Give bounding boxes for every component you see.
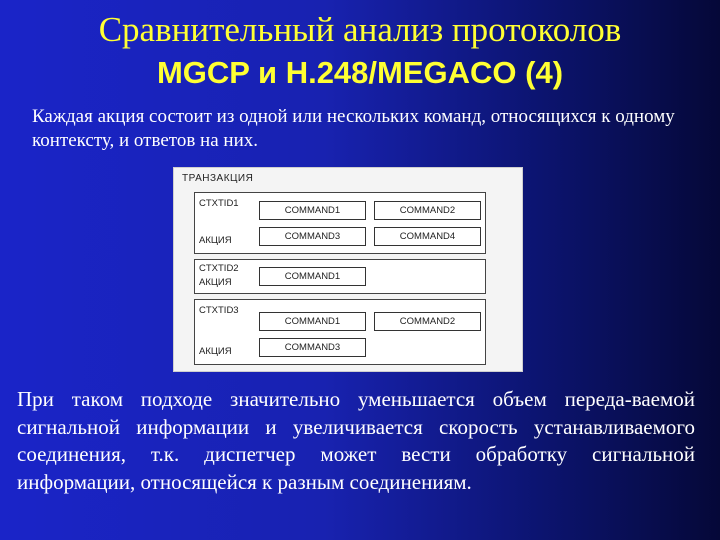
action-label: АКЦИЯ: [199, 346, 232, 357]
intro-text: Каждая акция состоит из одной или нескольких команд, относящихся к одному контексту, и ответов на них.: [32, 106, 675, 151]
title-line-2: MGCP и H.248/MEGACO (4): [156, 55, 564, 90]
context-id-label: CTXTID2: [199, 263, 239, 274]
transaction-label: ТРАНЗАКЦИЯ: [182, 173, 254, 184]
command-box: COMMAND1: [259, 312, 366, 331]
command-box: COMMAND4: [374, 227, 481, 246]
slide-title: [0, 8, 720, 94]
action-label: АКЦИЯ: [199, 277, 232, 288]
action-label: АКЦИЯ: [199, 235, 232, 246]
command-box: COMMAND1: [259, 267, 366, 286]
command-box: COMMAND3: [259, 227, 366, 246]
command-box: COMMAND2: [374, 201, 481, 220]
transaction-diagram: [173, 167, 523, 372]
action-group-3: [194, 299, 486, 365]
command-box: COMMAND1: [259, 201, 366, 220]
action-group-2: [194, 259, 486, 294]
body-paragraph: При таком подходе значительно уменьшается объем переда-ваемой сигнальной информации и увеличивается скорость устанавливаемого соединения, т.к. диспетчер может вести обработку сигнальной информации, относящейся к разным соединениям.: [17, 387, 695, 494]
command-box: COMMAND2: [374, 312, 481, 331]
action-group-1: [194, 192, 486, 254]
context-id-label: CTXTID1: [199, 198, 239, 209]
title-line-1: Сравнительный анализ протоколов: [98, 10, 622, 49]
context-id-label: CTXTID3: [199, 305, 239, 316]
command-box: COMMAND3: [259, 338, 366, 357]
